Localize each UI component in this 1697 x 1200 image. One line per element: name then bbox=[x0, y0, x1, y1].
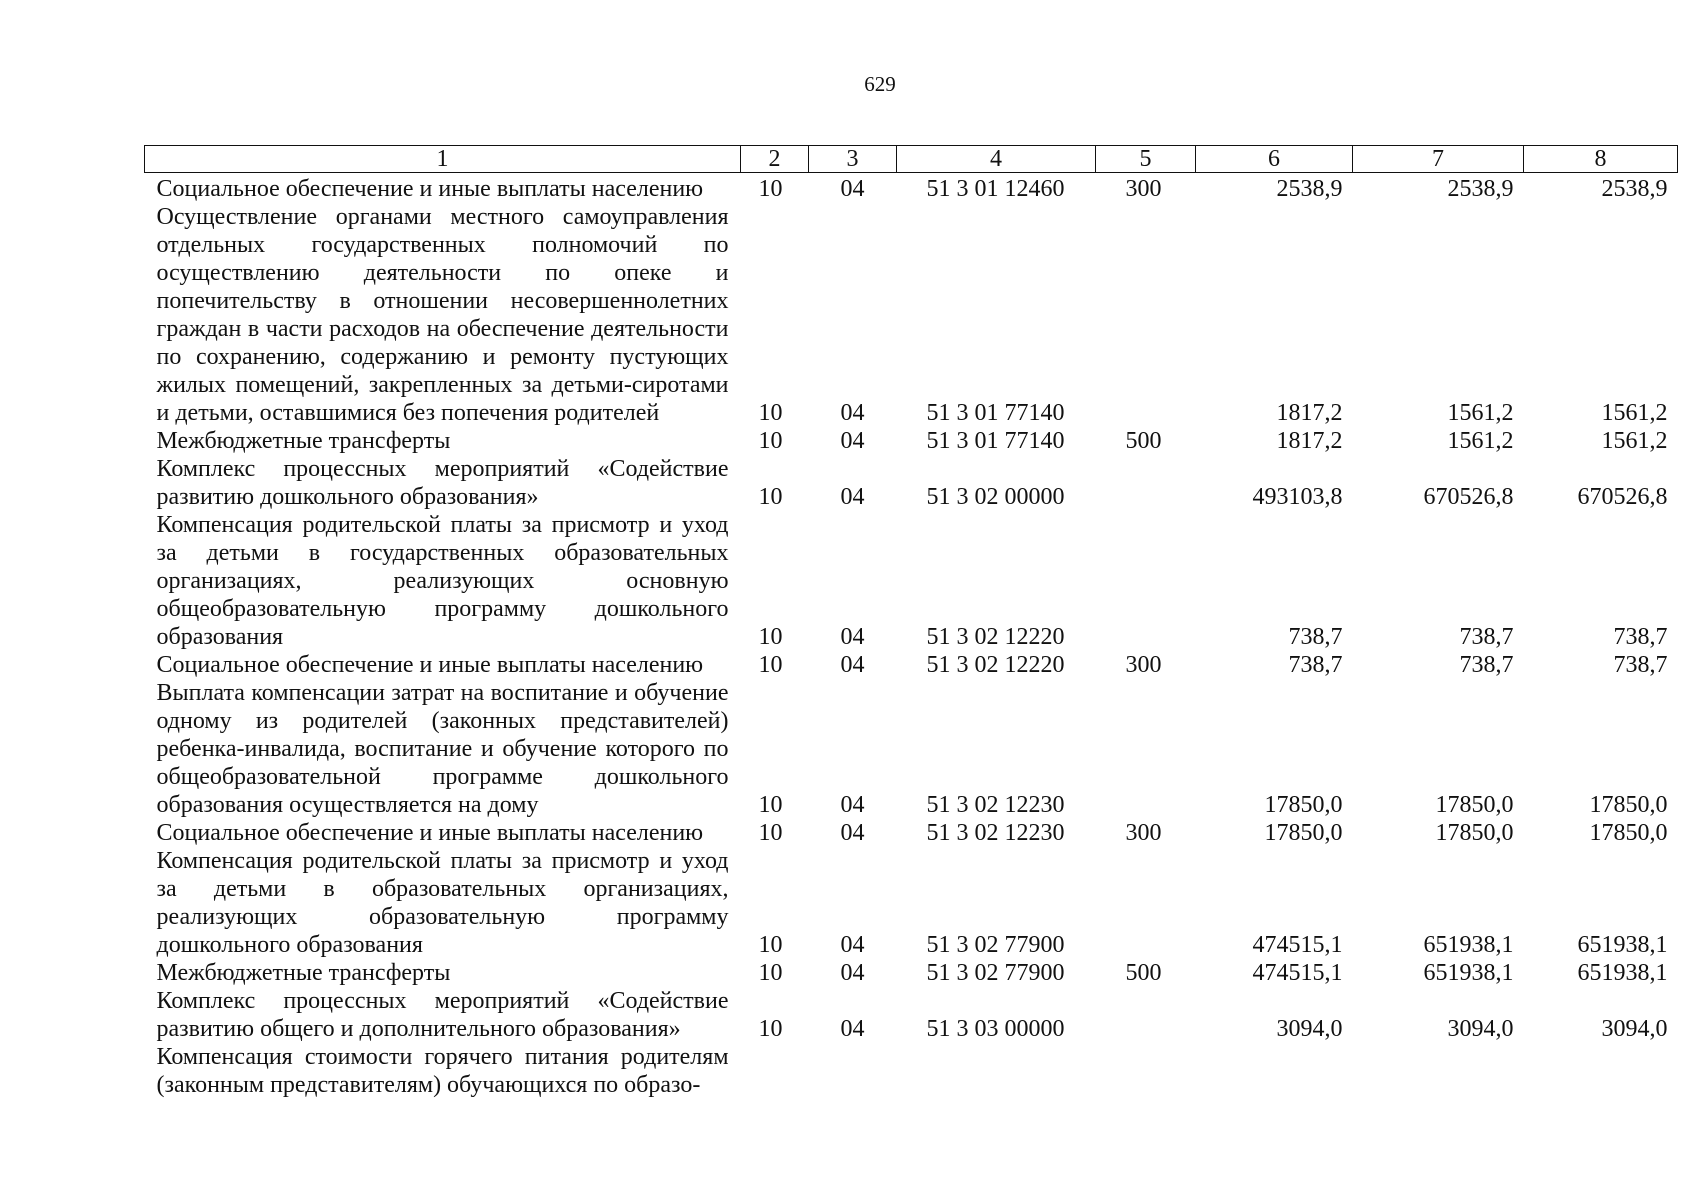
table-row bbox=[145, 847, 1678, 959]
row-amount-col8: 651938,1 bbox=[1577, 960, 1668, 986]
row-amount-col7: 1561,2 bbox=[1447, 400, 1514, 426]
row-description: Комплекс процессных мероприятий «Содействие развитию общего и дополнительного образования» bbox=[156, 988, 729, 1042]
row-subsection: 04 bbox=[840, 792, 865, 818]
row-amount-col6: 1817,2 bbox=[1276, 428, 1343, 454]
row-amount-col6: 1817,2 bbox=[1276, 400, 1343, 426]
row-amount-col6: 738,7 bbox=[1288, 652, 1343, 678]
row-expense-type bbox=[1096, 847, 1196, 959]
row-amount-col8: 651938,1 bbox=[1577, 932, 1668, 958]
row-amount-col6: 2538,9 bbox=[1276, 176, 1343, 202]
table-row bbox=[145, 173, 1678, 204]
table-row bbox=[145, 959, 1678, 987]
row-amount-col8: 3094,0 bbox=[1601, 1016, 1668, 1042]
budget-table bbox=[144, 145, 1678, 1099]
row-subsection: 04 bbox=[840, 624, 865, 650]
row-target-article: 51 3 01 12460 bbox=[926, 176, 1065, 202]
header-cell-2: 2 bbox=[741, 146, 809, 173]
row-amount-col6: 17850,0 bbox=[1264, 820, 1343, 846]
header-cell-1: 1 bbox=[145, 146, 741, 173]
row-amount-col6: 474515,1 bbox=[1252, 932, 1343, 958]
row-amount-col6: 738,7 bbox=[1288, 624, 1343, 650]
row-subsection: 04 bbox=[840, 960, 865, 986]
page-number: 629 bbox=[864, 72, 896, 96]
row-description: Социальное обеспечение и иные выплаты населению bbox=[156, 176, 704, 202]
row-target-article: 51 3 01 77140 bbox=[926, 428, 1065, 454]
row-subsection: 04 bbox=[840, 932, 865, 958]
row-amount-col7: 1561,2 bbox=[1447, 428, 1514, 454]
row-subsection: 04 bbox=[840, 176, 865, 202]
row-expense-type: 500 bbox=[1125, 960, 1162, 986]
row-target-article: 51 3 02 12230 bbox=[926, 792, 1065, 818]
row-amount-col8: 670526,8 bbox=[1577, 484, 1668, 510]
row-section: 10 bbox=[758, 400, 783, 426]
row-amount-col8: 1561,2 bbox=[1601, 428, 1668, 454]
row-amount-col8: 738,7 bbox=[1613, 624, 1668, 650]
row-amount-col7: 3094,0 bbox=[1447, 1016, 1514, 1042]
row-amount-col6: 474515,1 bbox=[1252, 960, 1343, 986]
row-amount-col6 bbox=[1196, 1043, 1353, 1099]
row-description: Межбюджетные трансферты bbox=[156, 428, 451, 454]
row-amount-col6: 17850,0 bbox=[1264, 792, 1343, 818]
row-amount-col7: 651938,1 bbox=[1423, 960, 1514, 986]
row-amount-col8: 738,7 bbox=[1613, 652, 1668, 678]
row-section: 10 bbox=[758, 820, 783, 846]
row-subsection: 04 bbox=[840, 1016, 865, 1042]
row-subsection: 04 bbox=[840, 484, 865, 510]
row-expense-type bbox=[1096, 987, 1196, 1043]
header-cell-4: 4 bbox=[897, 146, 1096, 173]
header-cell-5: 5 bbox=[1096, 146, 1196, 173]
row-section: 10 bbox=[758, 176, 783, 202]
row-amount-col7 bbox=[1353, 1043, 1524, 1099]
row-description: Социальное обеспечение и иные выплаты населению bbox=[156, 652, 704, 678]
row-amount-col6: 3094,0 bbox=[1276, 1016, 1343, 1042]
row-expense-type: 300 bbox=[1125, 820, 1162, 846]
row-target-article: 51 3 02 12220 bbox=[926, 652, 1065, 678]
table-row bbox=[145, 427, 1678, 455]
row-amount-col7: 17850,0 bbox=[1435, 820, 1514, 846]
row-section: 10 bbox=[758, 1016, 783, 1042]
row-description: Компенсация стоимости горячего питания родителям (законным представителям) обучающихся по образо- bbox=[156, 1044, 729, 1098]
row-expense-type bbox=[1096, 1043, 1196, 1099]
row-section: 10 bbox=[758, 932, 783, 958]
row-amount-col6: 493103,8 bbox=[1252, 484, 1343, 510]
header-cell-6: 6 bbox=[1196, 146, 1353, 173]
row-subsection bbox=[809, 1043, 897, 1099]
row-description: Осуществление органами местного самоуправления отдельных государственных полномочий по осуществлению деятельности по опеке и попечительству в отношении несовершеннолетних граждан в части расходов на обеспечение деятельности по сохранению, содержанию и ремонту пустующих жилых помещений, закрепленных за детьми-сиротами и детьми, оставшимися без попечения родителей bbox=[156, 204, 729, 426]
row-description: Социальное обеспечение и иные выплаты населению bbox=[156, 820, 704, 846]
row-target-article: 51 3 02 77900 bbox=[926, 960, 1065, 986]
row-section: 10 bbox=[758, 652, 783, 678]
row-amount-col7: 17850,0 bbox=[1435, 792, 1514, 818]
row-amount-col8 bbox=[1524, 1043, 1678, 1099]
row-amount-col7: 651938,1 bbox=[1423, 932, 1514, 958]
row-expense-type bbox=[1096, 203, 1196, 427]
table-row bbox=[145, 511, 1678, 651]
table-row bbox=[145, 819, 1678, 847]
row-target-article: 51 3 03 00000 bbox=[926, 1016, 1065, 1042]
table-body bbox=[145, 173, 1678, 1100]
table-row bbox=[145, 455, 1678, 511]
row-target-article: 51 3 02 12230 bbox=[926, 820, 1065, 846]
row-amount-col7: 738,7 bbox=[1459, 624, 1514, 650]
row-target-article bbox=[897, 1043, 1096, 1099]
row-section bbox=[741, 1043, 809, 1099]
row-expense-type: 300 bbox=[1125, 176, 1162, 202]
table-row bbox=[145, 1043, 1678, 1099]
header-row bbox=[145, 146, 1678, 173]
row-section: 10 bbox=[758, 624, 783, 650]
row-description: Компенсация родительской платы за присмотр и уход за детьми в образовательных организациях, реализующих образовательную программу дошкольного образования bbox=[156, 848, 729, 958]
row-amount-col8: 17850,0 bbox=[1589, 820, 1668, 846]
row-subsection: 04 bbox=[840, 400, 865, 426]
table-row bbox=[145, 203, 1678, 427]
row-section: 10 bbox=[758, 960, 783, 986]
row-amount-col8: 2538,9 bbox=[1601, 176, 1668, 202]
row-amount-col7: 2538,9 bbox=[1447, 176, 1514, 202]
row-target-article: 51 3 02 77900 bbox=[926, 932, 1065, 958]
row-expense-type bbox=[1096, 511, 1196, 651]
row-expense-type: 500 bbox=[1125, 428, 1162, 454]
row-description: Комплекс процессных мероприятий «Содействие развитию дошкольного образования» bbox=[156, 456, 729, 510]
header-cell-3: 3 bbox=[809, 146, 897, 173]
row-target-article: 51 3 02 12220 bbox=[926, 624, 1065, 650]
header-cell-8: 8 bbox=[1524, 146, 1678, 173]
row-description: Выплата компенсации затрат на воспитание и обучение одному из родителей (законных представителей) ребенка-инвалида, воспитание и обучение которого по общеобразовательной программе дошкольного образования осуществляется на дому bbox=[156, 680, 729, 818]
row-section: 10 bbox=[758, 792, 783, 818]
row-amount-col7: 670526,8 bbox=[1423, 484, 1514, 510]
table-row bbox=[145, 651, 1678, 679]
row-expense-type bbox=[1096, 679, 1196, 819]
row-expense-type: 300 bbox=[1125, 652, 1162, 678]
table-row bbox=[145, 987, 1678, 1043]
row-section: 10 bbox=[758, 484, 783, 510]
row-amount-col8: 17850,0 bbox=[1589, 792, 1668, 818]
row-subsection: 04 bbox=[840, 820, 865, 846]
row-target-article: 51 3 02 00000 bbox=[926, 484, 1065, 510]
row-expense-type bbox=[1096, 455, 1196, 511]
row-subsection: 04 bbox=[840, 652, 865, 678]
table-row bbox=[145, 679, 1678, 819]
row-target-article: 51 3 01 77140 bbox=[926, 400, 1065, 426]
row-amount-col8: 1561,2 bbox=[1601, 400, 1668, 426]
header-cell-7: 7 bbox=[1353, 146, 1524, 173]
row-amount-col7: 738,7 bbox=[1459, 652, 1514, 678]
row-section: 10 bbox=[758, 428, 783, 454]
row-subsection: 04 bbox=[840, 428, 865, 454]
row-description: Компенсация родительской платы за присмотр и уход за детьми в государственных образовательных организациях, реализующих основную общеобразовательную программу дошкольного образования bbox=[156, 512, 729, 650]
row-description: Межбюджетные трансферты bbox=[156, 960, 451, 986]
